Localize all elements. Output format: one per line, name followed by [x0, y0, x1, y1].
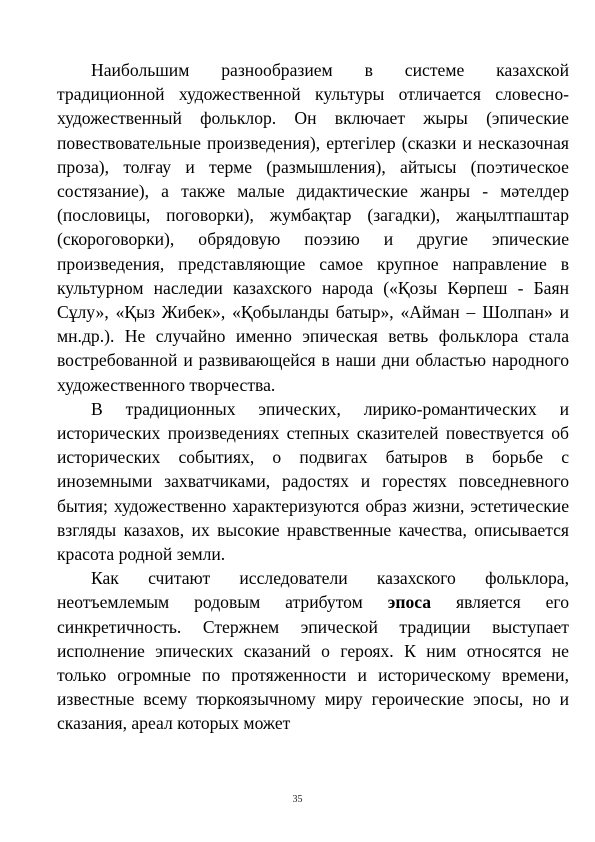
paragraph-3 — [57, 566, 569, 735]
paragraph-1 — [57, 58, 569, 397]
bold-term-epos: эпоса — [387, 592, 432, 613]
paragraph-3-text-start: Как считают исследователи казахского фольклора, неотъемлемым родовым атрибутом — [57, 568, 569, 613]
page-number: 35 — [292, 794, 303, 805]
paragraph-1-text: Наибольшим разнообразием в системе казахской традиционной художественной культуры отличается словесно-художественный фольклор. Он включает жыры (эпические повествовательные произведения), ертегiлер (сказки и несказочная проза), толғау и терме (размышления), айтысы (поэтическое состязание), а также малые дидактические жанры - мәтелдер (пословицы, поговорки), жумбақтар (загадки), жаңылтпаштар (скороговорки), обрядовую поэзию и другие эпические произведения, представляющие самое крупное направление в культурном наследии казахского народа («Қозы Көрпеш - Баян Сұлу», «Қыз Жибек», «Қобыланды батыр», «Айман – Шолпан» и мн.др.). Не случайно именно эпическая ветвь фольклора стала востребованной и развивающейся в наши дни областью народного художественного творчества. — [57, 60, 569, 395]
paragraph-2 — [57, 397, 569, 566]
paragraph-3-text-end: является его синкретичность. Стержнем эпической традиции выступает исполнение эпических сказаний о героях. К ним относятся не только огромные по протяженности и историческому времени, известные всему тюркоязычному миру героические эпосы, но и сказания, ареал которых может — [57, 592, 569, 734]
paragraph-2-text: В традиционных эпических, лирико-романтических и исторических произведениях степных сказителей повествуется об исторических событиях, о подвигах батыров в борьбе с иноземными захватчиками, радостях и горестях повседневного бытия; художественно характеризуются образ жизни, эстетические взгляды казахов, их высокие нравственные качества, описывается красота родной земли. — [57, 398, 569, 565]
page-body — [57, 58, 569, 736]
